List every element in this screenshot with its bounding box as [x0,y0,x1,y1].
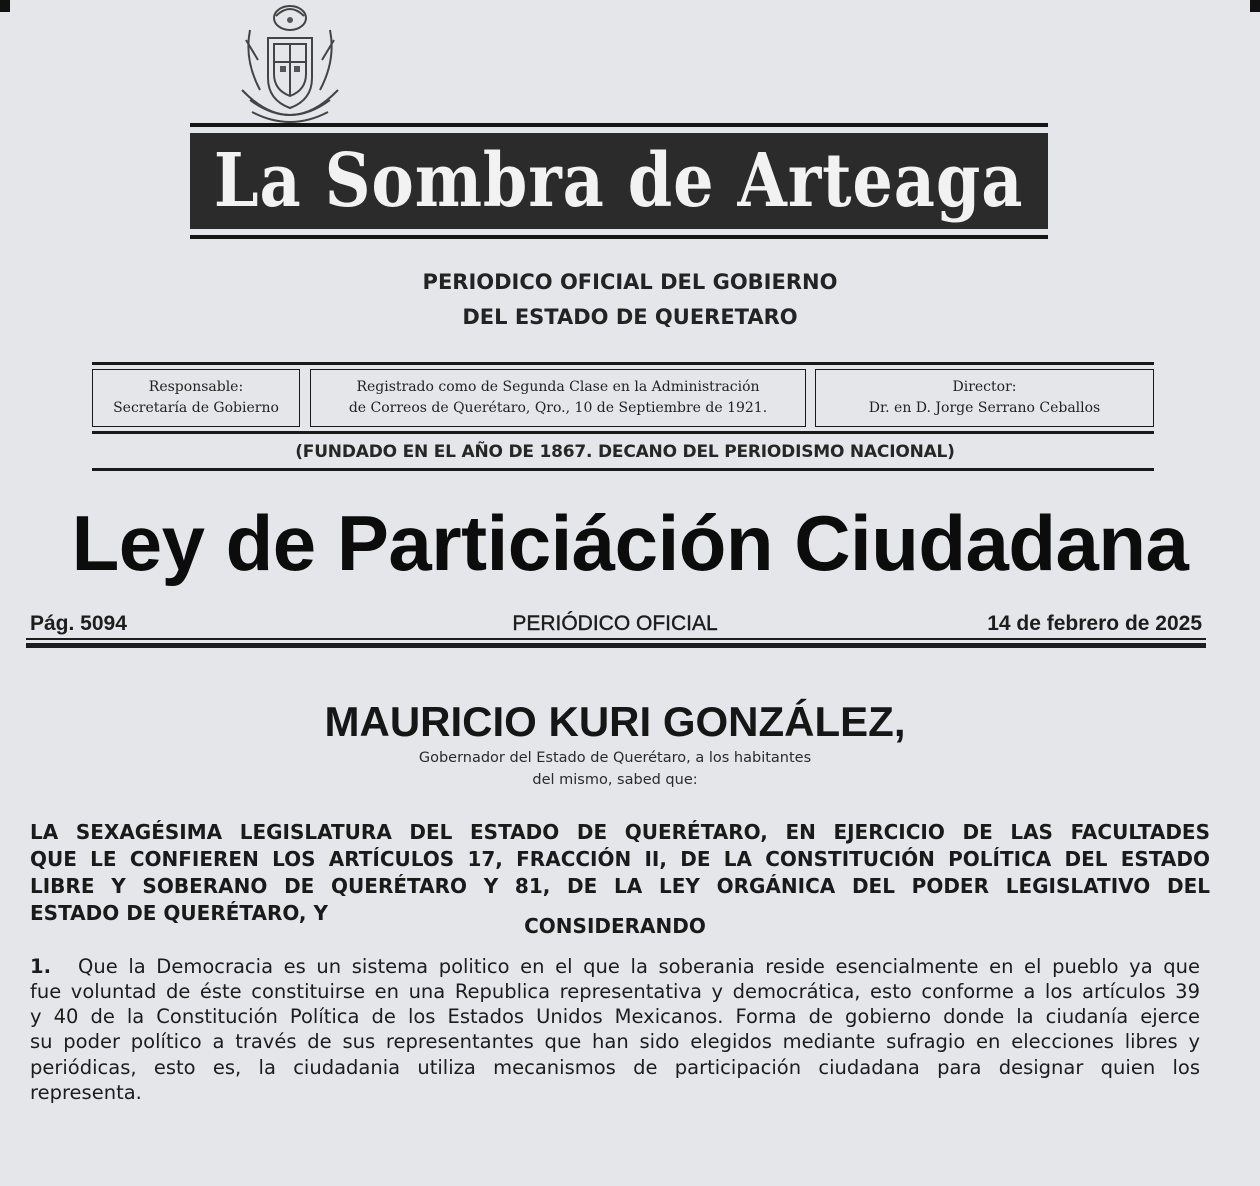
considerando-heading: CONSIDERANDO [524,914,706,938]
governor-name: MAURICIO KURI GONZÁLEZ, [324,698,906,745]
info-bottom-rule [92,431,1154,434]
governor-line1: Gobernador del Estado de Querétaro, a los habitantes [418,750,812,766]
publication-date: 14 de febrero de 2025 [987,612,1202,635]
registro-line1: Registrado como de Segunda Clase en la Administración [356,379,760,395]
paragraph-line-first [30,955,1200,979]
registro-box [310,369,806,427]
paragraph-line-text: Que la Democracia es un sistema politico en el que la soberania reside esencialmente en el pueblo ya que [78,955,1200,978]
paragraph-line: y 40 de la Constitución Política de los Estados Unidos Mexicanos. Forma de gobierno donde la ciudanía ejerce [30,1005,1200,1028]
page-number: Pág. 5094 [30,612,127,635]
registro-line2: de Correos de Querétaro, Qro., 10 de Septiembre de 1921. [348,400,768,416]
header-rule-thin [26,638,1206,640]
responsable-label: Responsable: [148,379,244,395]
director-box [815,369,1154,427]
periodico-label: PERIÓDICO OFICIAL [512,612,718,635]
corner-mark-right [1250,0,1260,12]
paragraph-line: representa. [30,1081,142,1104]
masthead-subtitle-line1: PERIODICO OFICIAL DEL GOBIERNO [422,270,838,294]
paragraph-line: fue voluntad de éste constituirse en una Republica representativa y democrática, esto conforme a los artículos 39 [30,980,1200,1003]
headline: Ley de Particiáción Ciudadana [71,499,1189,587]
preamble-line: QUE LE CONFIEREN LOS ARTÍCULOS 17, FRACCIÓN II, DE LA CONSTITUCIÓN POLÍTICA DEL ESTADO [30,847,1210,871]
founded-bottom-rule [92,468,1154,471]
preamble-line: LA SEXAGÉSIMA LEGISLATURA DEL ESTADO DE QUERÉTARO, EN EJERCICIO DE LAS FACULTADES [30,820,1210,844]
director-value: Dr. en D. Jorge Serrano Ceballos [868,400,1101,416]
governor-line2: del mismo, sabed que: [532,772,698,788]
paragraph-number: 1. [30,955,51,978]
masthead-subtitle-line2: DEL ESTADO DE QUERETARO [462,305,798,329]
preamble-line: LIBRE Y SOBERANO DE QUERÉTARO Y 81, DE LA LEY ORGÁNICA DEL PODER LEGISLATIVO DEL [30,874,1210,898]
masthead-top-rule [190,123,1048,127]
paragraph-line: periódicas, esto es, la ciudadania utiliza mecanismos de participación ciudadana para designar quien los [30,1056,1200,1079]
founded-line: (FUNDADO EN EL AÑO DE 1867. DECANO DEL PERIODISMO NACIONAL) [295,442,955,462]
corner-mark-left [0,0,10,12]
responsable-box [92,369,300,427]
masthead-title: La Sombra de Arteaga [214,138,1024,224]
preamble-line: ESTADO DE QUERÉTARO, Y [30,901,328,925]
responsable-value: Secretaría de Gobierno [113,400,279,416]
masthead-bottom-rule [190,235,1048,239]
director-label: Director: [952,379,1017,395]
masthead-banner [190,133,1048,229]
coat-of-arms-icon [232,0,348,132]
info-top-rule [92,362,1154,365]
paragraph-line: su poder político a través de sus representantes que han sido elegidos mediante sufragio en elecciones libres y [30,1030,1200,1053]
header-rule-thick [26,643,1206,648]
